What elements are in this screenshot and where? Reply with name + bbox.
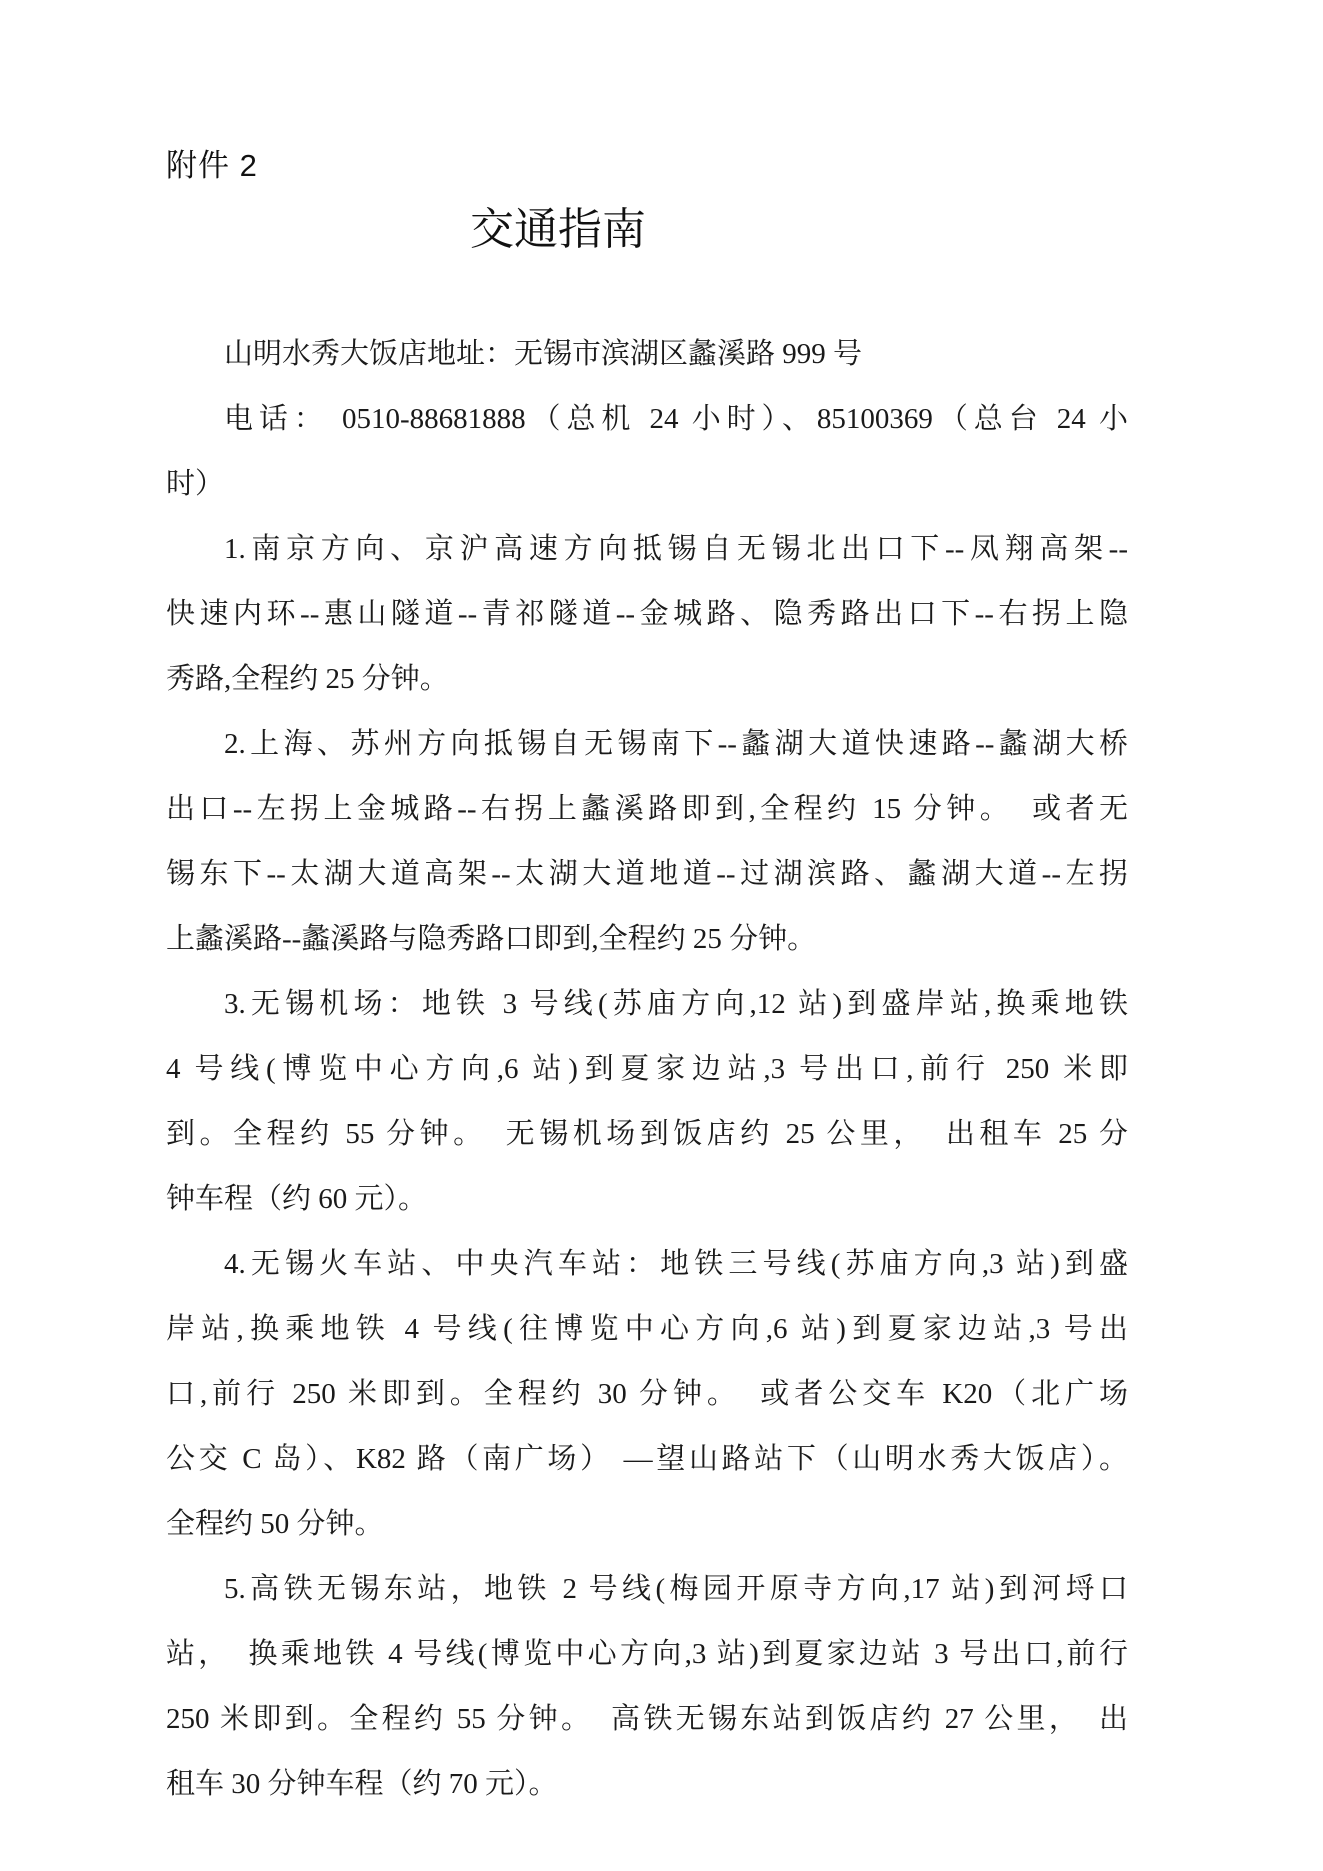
text-line: 岸站,换乘地铁 4 号线(往博览中心方向,6 站)到夏家边站,3 号出: [166, 1313, 1128, 1345]
text-line: 秀路,全程约 25 分钟。: [166, 663, 449, 695]
text-line: 快速内环--惠山隧道--青祁隧道--金城路、隐秀路出口下--右拐上隐: [166, 598, 1128, 630]
paragraph: [166, 1232, 1128, 1557]
text-line: 全程约 50 分钟。: [166, 1508, 384, 1540]
page-title: 交通指南: [470, 205, 646, 254]
text-line: 到。全程约 55 分钟。 无锡机场到饭店约 25 公里， 出租车 25 分: [166, 1118, 1128, 1150]
text-line: 出口--左拐上金城路--右拐上蠡溪路即到,全程约 15 分钟。 或者无: [166, 793, 1128, 825]
document-body: [166, 322, 1128, 1817]
text-line: 1.南京方向、京沪高速方向抵锡自无锡北出口下--凤翔高架--: [224, 533, 1128, 565]
text-line: 钟车程（约 60 元）。: [166, 1183, 428, 1215]
text-line: 2.上海、苏州方向抵锡自无锡南下--蠡湖大道快速路--蠡湖大桥: [224, 728, 1128, 760]
paragraph: [166, 387, 1128, 517]
paragraph: [166, 1557, 1128, 1817]
text-line: 4.无锡火车站、中央汽车站：地铁三号线(苏庙方向,3 站)到盛: [224, 1248, 1128, 1280]
text-line: 4 号线(博览中心方向,6 站)到夏家边站,3 号出口,前行 250 米即: [166, 1053, 1128, 1085]
text-line: 口,前行 250 米即到。全程约 30 分钟。 或者公交车 K20（北广场: [166, 1378, 1128, 1410]
text-line: 3.无锡机场：地铁 3 号线(苏庙方向,12 站)到盛岸站,换乘地铁: [224, 988, 1128, 1020]
text-line: 电话： 0510-88681888（总机 24 小时）、85100369（总台 24 小: [224, 403, 1128, 435]
text-line: 租车 30 分钟车程（约 70 元）。: [166, 1768, 558, 1800]
text-line: 站， 换乘地铁 4 号线(博览中心方向,3 站)到夏家边站 3 号出口,前行: [166, 1638, 1128, 1670]
text-line: 250 米即到。全程约 55 分钟。 高铁无锡东站到饭店约 27 公里， 出: [166, 1703, 1128, 1735]
text-line: 山明水秀大饭店地址：无锡市滨湖区蠡溪路 999 号: [224, 338, 863, 370]
attachment-label: 附件 2: [166, 148, 258, 183]
text-line: 时）: [166, 468, 225, 500]
paragraph: [166, 972, 1128, 1232]
text-line: 上蠡溪路--蠡溪路与隐秀路口即到,全程约 25 分钟。: [166, 923, 817, 955]
paragraph: [166, 322, 1128, 387]
text-line: 锡东下--太湖大道高架--太湖大道地道--过湖滨路、蠡湖大道--左拐: [166, 858, 1128, 890]
text-line: 公交 C 岛）、K82 路（南广场） —望山路站下（山明水秀大饭店）。: [166, 1443, 1128, 1475]
text-line: 5.高铁无锡东站，地铁 2 号线(梅园开原寺方向,17 站)到河埒口: [224, 1573, 1128, 1605]
paragraph: [166, 712, 1128, 972]
paragraph: [166, 517, 1128, 712]
